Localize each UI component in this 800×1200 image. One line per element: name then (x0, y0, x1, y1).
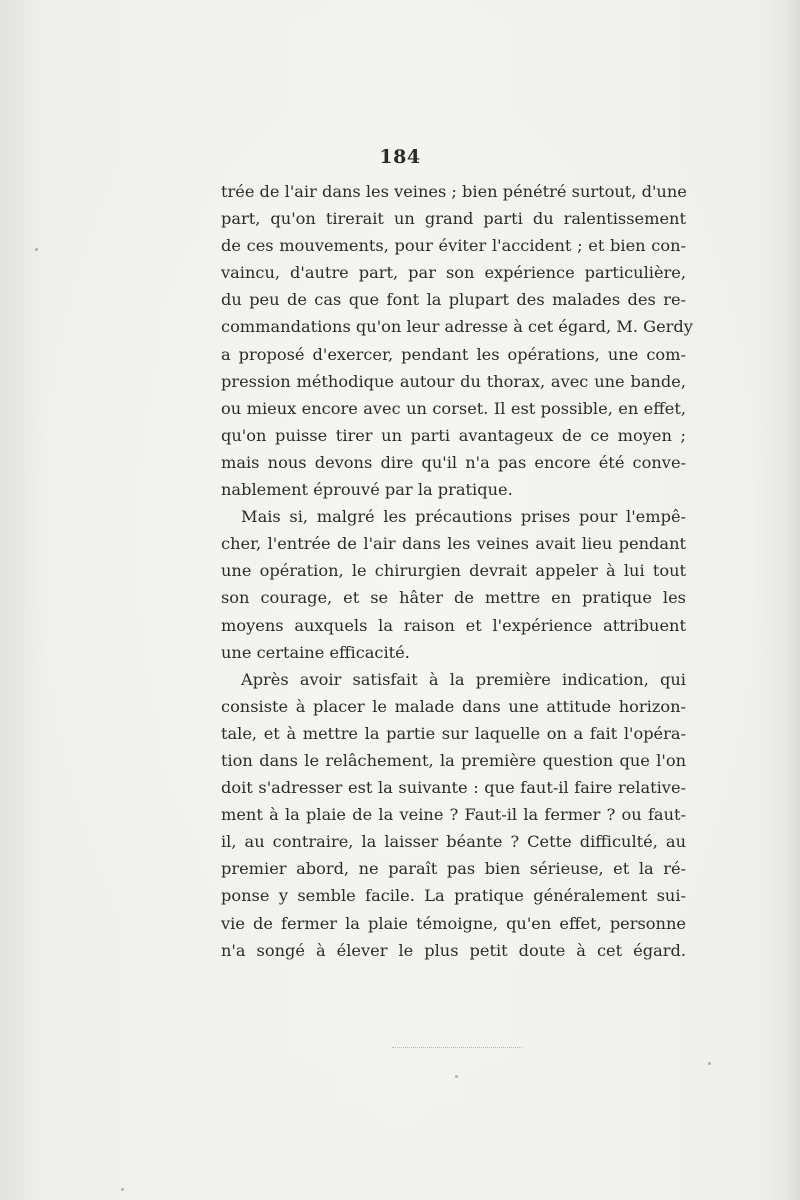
text-line: son courage, et se hâter de mettre en pratique les (221, 588, 686, 608)
text-line: moyens auxquels la raison et l'expérience attribuent (221, 615, 686, 635)
paper-speck (455, 1075, 458, 1078)
text-line: il, au contraire, la laisser béante ? Cette difficulté, au (221, 832, 686, 852)
text-line: doit s'adresser est la suivante : que faut-il faire relative- (221, 778, 686, 798)
text-line: part, qu'on tirerait un grand parti du ralentissement (221, 209, 686, 229)
faint-mark (392, 1047, 522, 1048)
text-line: vaincu, d'autre part, par son expérience particulière, (221, 263, 686, 283)
text-line: ponse y semble facile. La pratique généralement sui- (221, 886, 686, 906)
body-text (221, 178, 693, 964)
text-line: n'a songé à élever le plus petit doute à cet égard. (221, 940, 686, 960)
text-line: tion dans le relâchement, la première question que l'on (221, 750, 686, 770)
text-line: vie de fermer la plaie témoigne, qu'en effet, personne (221, 913, 686, 933)
text-line: nablement éprouvé par la pratique. (221, 480, 513, 500)
text-line: mais nous devons dire qu'il n'a pas encore été conve- (221, 452, 686, 472)
page-number: 184 (379, 146, 421, 168)
text-line: premier abord, ne paraît pas bien sérieuse, et la ré- (221, 859, 686, 879)
text-line: qu'on puisse tirer un parti avantageux de ce moyen ; (221, 425, 686, 445)
paper-speck (121, 1188, 124, 1191)
text-line: Mais si, malgré les précautions prises pour l'empê- (241, 507, 686, 527)
text-line: une certaine efficacité. (221, 642, 410, 662)
text-line: du peu de cas que font la plupart des malades des re- (221, 290, 686, 310)
text-line: a proposé d'exercer, pendant les opérations, une com- (221, 344, 686, 364)
text-line: Après avoir satisfait à la première indication, qui (241, 669, 686, 689)
paper-speck (35, 248, 38, 251)
text-line: trée de l'air dans les veines ; bien pénétré surtout, d'une (221, 182, 687, 201)
text-line: cher, l'entrée de l'air dans les veines avait lieu pendant (221, 534, 686, 554)
text-line: commandations qu'on leur adresse à cet égard, M. Gerdy (221, 317, 693, 337)
text-line: consiste à placer le malade dans une attitude horizon- (221, 696, 686, 716)
text-line: une opération, le chirurgien devrait appeler à lui tout (221, 561, 686, 581)
text-line: de ces mouvements, pour éviter l'accident ; et bien con- (221, 236, 686, 256)
text-line: pression méthodique autour du thorax, avec une bande, (221, 371, 686, 391)
page-edge-shadow (786, 0, 800, 1200)
text-line: ou mieux encore avec un corset. Il est possible, en effet, (221, 398, 686, 418)
text-line: tale, et à mettre la partie sur laquelle on a fait l'opéra- (221, 723, 686, 743)
text-line: ment à la plaie de la veine ? Faut-il la fermer ? ou faut- (221, 805, 686, 825)
paper-speck (708, 1062, 711, 1065)
